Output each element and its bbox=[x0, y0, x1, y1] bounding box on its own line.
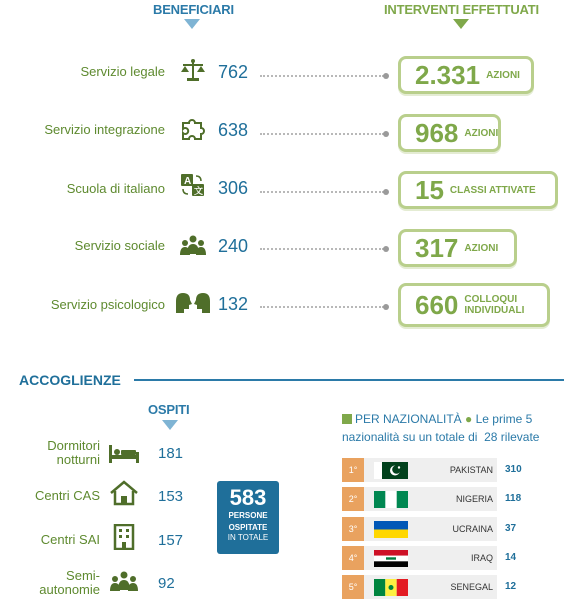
connector-dot bbox=[383, 246, 389, 252]
connector-dots bbox=[260, 248, 384, 250]
accoglienza-count-cas: 153 bbox=[158, 488, 184, 505]
intervention-unit: AZIONI bbox=[486, 69, 520, 81]
connector-dots bbox=[260, 133, 384, 135]
rank-badge: 3° bbox=[342, 517, 364, 541]
group-icon bbox=[180, 233, 206, 257]
nationality-value: 14 bbox=[505, 552, 517, 563]
connector-dot bbox=[383, 131, 389, 137]
country-name: PAKISTAN bbox=[449, 465, 493, 475]
nationality-value: 12 bbox=[505, 581, 517, 592]
nationality-text1: Le prime 5 bbox=[475, 412, 533, 426]
total-guests-line1: PERSONE bbox=[228, 511, 268, 520]
total-guests-box bbox=[217, 481, 279, 554]
service-label-sociale: Servizio sociale bbox=[74, 238, 165, 253]
service-count-integrazione: 638 bbox=[218, 120, 249, 140]
intervention-value: 2.331 bbox=[415, 59, 481, 90]
heads-icon bbox=[174, 291, 212, 315]
nationality-header bbox=[342, 410, 572, 446]
nationality-row bbox=[342, 575, 497, 599]
connector-dots bbox=[260, 306, 384, 308]
flag-nigeria-icon bbox=[374, 491, 408, 508]
service-count-psicologico: 132 bbox=[218, 294, 249, 314]
svg-text:A: A bbox=[184, 176, 192, 187]
accoglienza-label-dormitori bbox=[47, 439, 100, 467]
intervention-pill-psicologico bbox=[398, 283, 550, 327]
country-name: NIGERIA bbox=[455, 494, 493, 504]
intervention-pill-integrazione bbox=[398, 114, 501, 152]
intervention-value: 15 bbox=[415, 174, 444, 205]
total-guests-line3: IN TOTALE bbox=[227, 533, 269, 542]
intervention-value: 660 bbox=[415, 289, 459, 320]
nationality-value: 310 bbox=[505, 464, 522, 475]
intervention-unit: AZIONI bbox=[464, 127, 499, 139]
group-icon bbox=[108, 569, 140, 595]
nationality-value: 37 bbox=[505, 523, 517, 534]
service-count-scuola: 306 bbox=[218, 178, 249, 198]
green-square-icon bbox=[342, 414, 352, 424]
beneficiari-arrow bbox=[184, 19, 200, 29]
intervention-unit: AZIONI bbox=[464, 242, 499, 254]
accoglienza-count-dormitori: 181 bbox=[158, 445, 184, 462]
intervention-pill-scuola bbox=[398, 171, 558, 209]
service-label-legale: Servizio legale bbox=[80, 64, 165, 79]
nationality-row bbox=[342, 546, 497, 570]
flag-senegal-icon bbox=[374, 579, 408, 596]
intervention-pill-sociale bbox=[398, 229, 517, 267]
rank-badge: 2° bbox=[342, 487, 364, 511]
intervention-pill-legale bbox=[398, 56, 534, 94]
service-label-scuola: Scuola di italiano bbox=[66, 181, 165, 196]
accoglienza-label-line1: Semi- bbox=[66, 568, 100, 583]
total-guests-value: 583 bbox=[229, 485, 267, 510]
beneficiari-header: BENEFICIARI bbox=[153, 2, 234, 17]
connector-dot bbox=[383, 304, 389, 310]
bullet-icon: ● bbox=[465, 412, 473, 426]
service-count-legale: 762 bbox=[218, 62, 249, 82]
flag-iraq-icon bbox=[374, 550, 408, 567]
svg-text:文: 文 bbox=[194, 186, 204, 196]
intervention-value: 317 bbox=[415, 232, 459, 263]
building-icon bbox=[108, 524, 140, 550]
accoglienza-label-cas: Centri CAS bbox=[34, 488, 100, 503]
country-name: SENEGAL bbox=[450, 582, 493, 592]
intervention-unit bbox=[464, 294, 524, 316]
interventi-arrow bbox=[453, 19, 469, 29]
translate-icon bbox=[180, 173, 206, 197]
service-count-sociale: 240 bbox=[218, 236, 249, 256]
connector-dots bbox=[260, 191, 384, 193]
rank-badge: 4° bbox=[342, 546, 364, 570]
service-label-psicologico: Servizio psicologico bbox=[50, 297, 165, 312]
intervention-unit: CLASSI ATTIVATE bbox=[449, 184, 536, 196]
house-icon bbox=[108, 480, 140, 506]
ospiti-arrow bbox=[162, 420, 178, 430]
rank-badge: 1° bbox=[342, 458, 364, 482]
interventi-header: INTERVENTI EFFETTUATI bbox=[384, 2, 539, 17]
country-name: UCRAINA bbox=[452, 524, 493, 534]
bed-icon bbox=[108, 440, 140, 466]
accoglienza-label-line2: autonomie bbox=[39, 582, 100, 597]
connector-dot bbox=[383, 189, 389, 195]
accoglienza-label-sai: Centri SAI bbox=[40, 532, 100, 547]
accoglienza-label-line2: notturni bbox=[56, 452, 100, 467]
puzzle-icon bbox=[180, 117, 206, 141]
nationality-title: PER NAZIONALITÀ bbox=[355, 412, 462, 426]
nationality-text2: nazionalità bbox=[342, 430, 400, 444]
intervention-unit-line1: COLLOQUI bbox=[464, 294, 518, 305]
intervention-unit-line2: INDIVIDUALI bbox=[464, 305, 525, 316]
nationality-text3: su un totale di bbox=[402, 430, 478, 444]
connector-dot bbox=[383, 73, 389, 79]
country-name: IRAQ bbox=[470, 553, 493, 563]
nationality-total: 28 rilevate bbox=[484, 430, 540, 444]
service-label-integrazione: Servizio integrazione bbox=[44, 122, 165, 137]
accoglienza-count-semiautonomie: 92 bbox=[158, 575, 175, 592]
nationality-row bbox=[342, 458, 497, 482]
flag-pakistan-icon bbox=[374, 462, 408, 479]
accoglienza-count-sai: 157 bbox=[158, 532, 184, 549]
connector-dots bbox=[260, 75, 384, 77]
scales-icon bbox=[180, 58, 206, 82]
nationality-row bbox=[342, 487, 497, 511]
flag-ukraine-icon bbox=[374, 521, 408, 538]
accoglienza-label-line1: Dormitori bbox=[47, 438, 100, 453]
accoglienza-label-semiautonomie bbox=[39, 569, 100, 597]
section-divider bbox=[134, 379, 564, 381]
total-guests-line2: OSPITATE bbox=[228, 523, 268, 532]
nationality-value: 118 bbox=[505, 493, 522, 504]
intervention-value: 968 bbox=[415, 117, 459, 148]
accoglienze-title: ACCOGLIENZE bbox=[19, 372, 121, 388]
rank-badge: 5° bbox=[342, 575, 364, 599]
nationality-row bbox=[342, 517, 497, 541]
ospiti-header: OSPITI bbox=[148, 402, 190, 417]
